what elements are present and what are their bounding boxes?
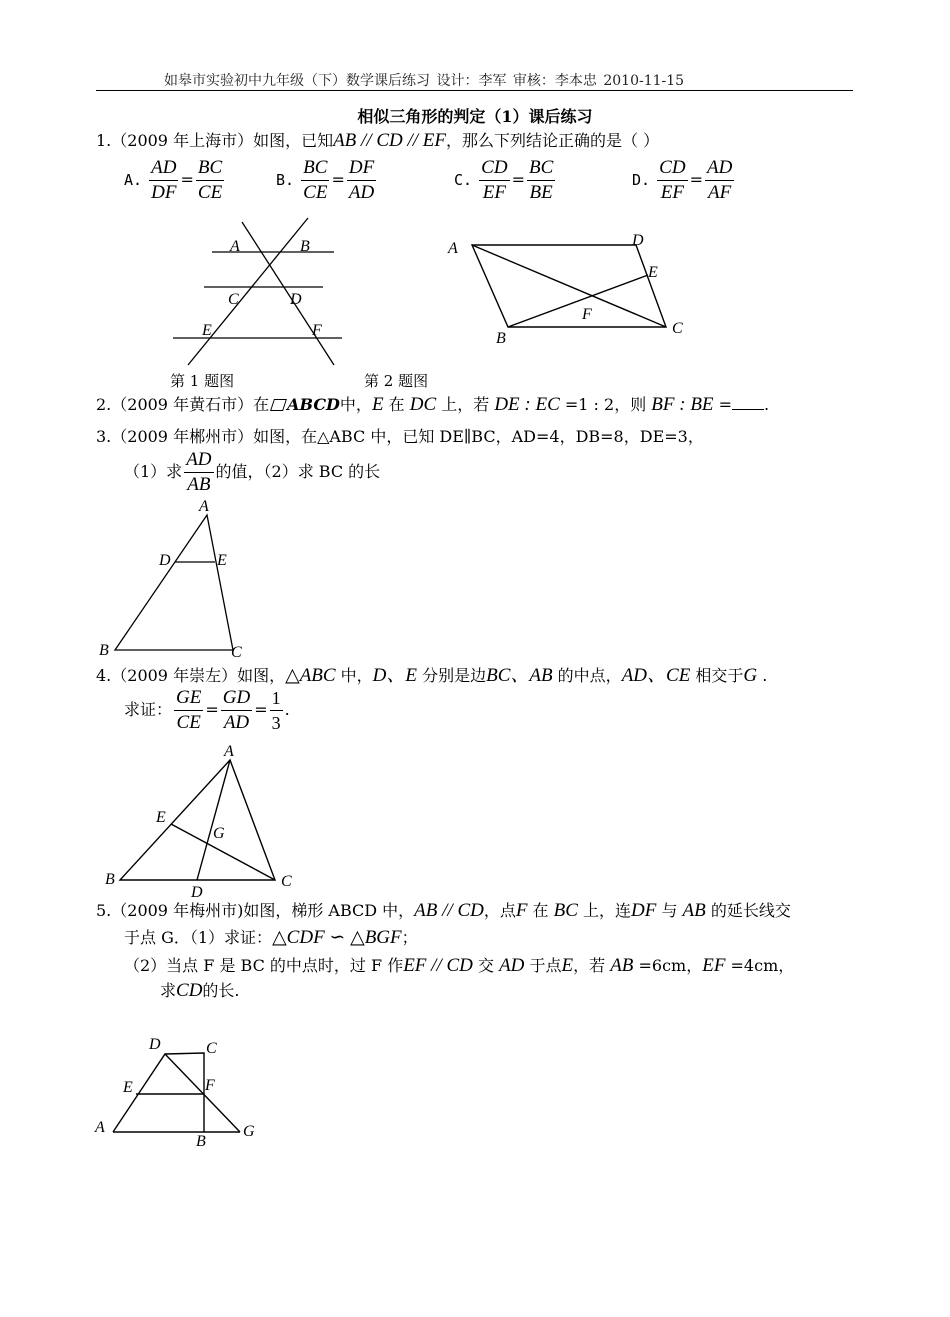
label-a: A [448,240,458,257]
question-5-line-1 [96,898,791,922]
q1-option-d: D. $\frac{CD}{EF}$ = $\frac{AD}{AF}$ [632,157,733,203]
label-e: E [217,552,227,569]
frac-den: CE [176,712,201,733]
q4-points: D、E [372,665,417,686]
q5-text: 上，连 [577,901,632,920]
q2-text: 上，若 [436,395,495,414]
q2-ratio-value: =1 : 2 [559,395,615,414]
frac-num: BC [527,156,555,181]
q2-ratio-bf-be: BF : BE [651,394,714,415]
frac-num: AD [705,156,734,181]
q2-equals: = [713,395,733,414]
figure-4-triangle-medians [100,740,300,900]
triangle-abc [115,515,233,650]
q4-text: 的中点， [552,666,622,685]
q4-text: 求证： [124,700,173,719]
figure-2-caption: 第 2 题图 [364,372,429,390]
label-a: A [199,498,209,515]
frac-num: 1 [270,686,283,711]
figure-2-parallelogram [440,225,700,350]
label-a: A [95,1119,105,1136]
q2-text: 2.（2009 年黄石市）在 [96,395,270,414]
option-label: C. [454,171,473,189]
q1-condition: AB // CD // EF [333,130,447,151]
answer-blank [732,395,764,410]
q2-text: ，则 [614,395,652,414]
frac-den: AF [708,182,732,203]
q4-equals: = [254,700,268,719]
triangle-abc [120,760,275,880]
label-d: D [290,291,302,308]
frac-num: BC [301,156,329,181]
segment-be [508,275,648,327]
q5-text: 与 [656,901,683,920]
q1-suffix: ，那么下列结论正确的是（ ） [446,131,660,150]
q2-text: 在 [383,395,410,414]
frac-num: BC [196,156,224,181]
label-a: A [230,238,240,255]
label-c: C [228,291,239,308]
q1-prefix: 1.（2009 年上海市）如图，已知 [96,131,334,150]
q5-math: AB [610,955,634,976]
figure-3-triangle [95,495,255,660]
label-c: C [281,873,292,890]
label-c: C [231,644,242,660]
label-e: E [202,322,212,339]
label-b: B [105,871,115,888]
q4-text: 相交于 [690,666,744,685]
label-g: G [243,1123,255,1140]
label-b: B [300,238,310,255]
question-5-line-3 [124,953,794,977]
q5-math: AD [499,955,525,976]
frac-den: BE [529,182,553,203]
q5-math: DF [631,900,657,921]
question-3-line-2 [124,448,380,497]
frac-den: AB [187,474,211,495]
q4-text: 4.（2009 年崇左）如图， [96,666,286,685]
frac-den: CE [303,182,328,203]
label-g: G [213,825,225,842]
question-5-line-2 [124,925,418,949]
q5-text: =6cm， [633,956,703,975]
q5-text: 5.（2009 年梅州市)如图，梯形 ABCD 中， [96,901,415,920]
label-e: E [123,1079,133,1096]
label-d: D [632,232,644,249]
q5-math: △CDF ∽ △BGF [272,927,402,948]
figure-5-trapezoid [90,1030,270,1155]
q5-text: =4cm， [725,956,795,975]
question-2 [96,392,769,416]
q5-text: 的长. [202,981,240,1000]
q4-text: 中， [335,666,373,685]
question-4-line-1 [96,660,767,687]
q5-text: 交 [472,956,500,975]
q5-math: AB [682,900,706,921]
q2-ratio-de-ec: DE : EC [494,394,560,415]
q5-math: EF // CD [403,955,473,976]
q4-medians: AD、CE [621,665,691,686]
q5-math: BC [553,900,578,921]
label-d: D [159,552,171,569]
label-d: D [191,884,203,900]
q4-triangle: △ABC [285,665,336,686]
q5-text: 在 [527,901,554,920]
frac-den: EF [482,182,506,203]
q5-math: CD [176,980,203,1001]
q5-math: EF [702,955,726,976]
q4-g: G [743,665,758,686]
q1-option-c: C. $\frac{CD}{EF}$ = $\frac{BC}{BE}$ [454,157,554,203]
segment-dg [165,1054,240,1132]
q5-text: ，点 [483,901,516,920]
diagonal-ac [472,245,666,327]
label-f: F [205,1077,215,1094]
page-header: 如皋市实验初中九年级（下）数学课后练习 设计：李军 审核：李本忠 2010-11-15 [164,73,685,89]
frac-den: AD [348,182,375,203]
q2-dc: DC [409,394,437,415]
frac-den: AD [223,712,250,733]
q5-math: F [515,900,528,921]
q1-option-a: A. $\frac{AD}{DF}$ = $\frac{BC}{CE}$ [124,157,223,203]
question-4-line-2 [124,686,290,735]
option-label: B. [276,171,295,189]
label-c: C [672,320,683,337]
q3-text: （1）求 [124,462,183,481]
frac-den: DF [151,182,177,203]
frac-num: CD [657,156,687,181]
q5-text: 于点 [524,956,562,975]
q4-sides: BC、AB [486,665,553,686]
label-e: E [648,264,658,281]
frac-den: 3 [271,713,281,733]
label-c: C [206,1040,217,1057]
q4-equals: = [205,700,219,719]
frac-num: GD [221,686,252,711]
q5-text: ，若 [573,956,611,975]
q5-math: E [561,955,574,976]
label-b: B [99,642,109,659]
question-1-stem [96,128,659,152]
page-title: 相似三角形的判定（1）课后练习 [357,107,593,126]
q2-e: E [371,394,384,415]
q4-text: . [757,666,768,685]
label-d: D [149,1036,161,1053]
q3-text: 的值，（2）求 BC 的长 [215,462,381,481]
option-label: D. [632,171,651,189]
q2-abcd: ABCD [287,395,340,414]
header-rule [96,90,853,91]
q5-text: 求 [160,981,177,1000]
q1-option-b: B. $\frac{BC}{CE}$ = $\frac{DF}{AD}$ [276,157,375,203]
frac-num: AD [184,448,213,473]
frac-num: DF [347,156,376,181]
label-b: B [196,1133,206,1150]
q5-text: 的延长线交 [705,901,791,920]
q4-text: 分别是边 [417,666,487,685]
question-3-line-1: 3.（2009 年郴州市）如图，在△ABC 中，已知 DE∥BC，AD=4，DB=8，DE=3， [96,427,704,446]
figure-1-caption: 第 1 题图 [170,372,235,390]
frac-num: CD [479,156,509,181]
q5-text: 于点 G．（1）求证： [124,928,273,947]
parallelogram-icon [270,399,287,411]
label-a: A [224,743,234,760]
frac-num: GE [174,686,203,711]
figure-1-parallel-lines [160,210,360,370]
label-f: F [312,322,322,339]
question-5-line-4 [160,978,240,1002]
label-f: F [582,306,592,323]
frac-den: CE [197,182,223,203]
option-label: A. [124,171,143,189]
frac-num: AD [149,156,178,181]
label-b: B [496,330,506,347]
q2-text: 中， [339,395,372,414]
frac-den: EF [660,182,684,203]
q4-period: . [284,700,290,719]
q5-text: ； [401,928,418,947]
label-e: E [156,809,166,826]
q2-period: . [764,395,770,414]
q5-text: （2）当点 F 是 BC 的中点时，过 F 作 [124,956,404,975]
q5-math: AB // CD [414,900,484,921]
